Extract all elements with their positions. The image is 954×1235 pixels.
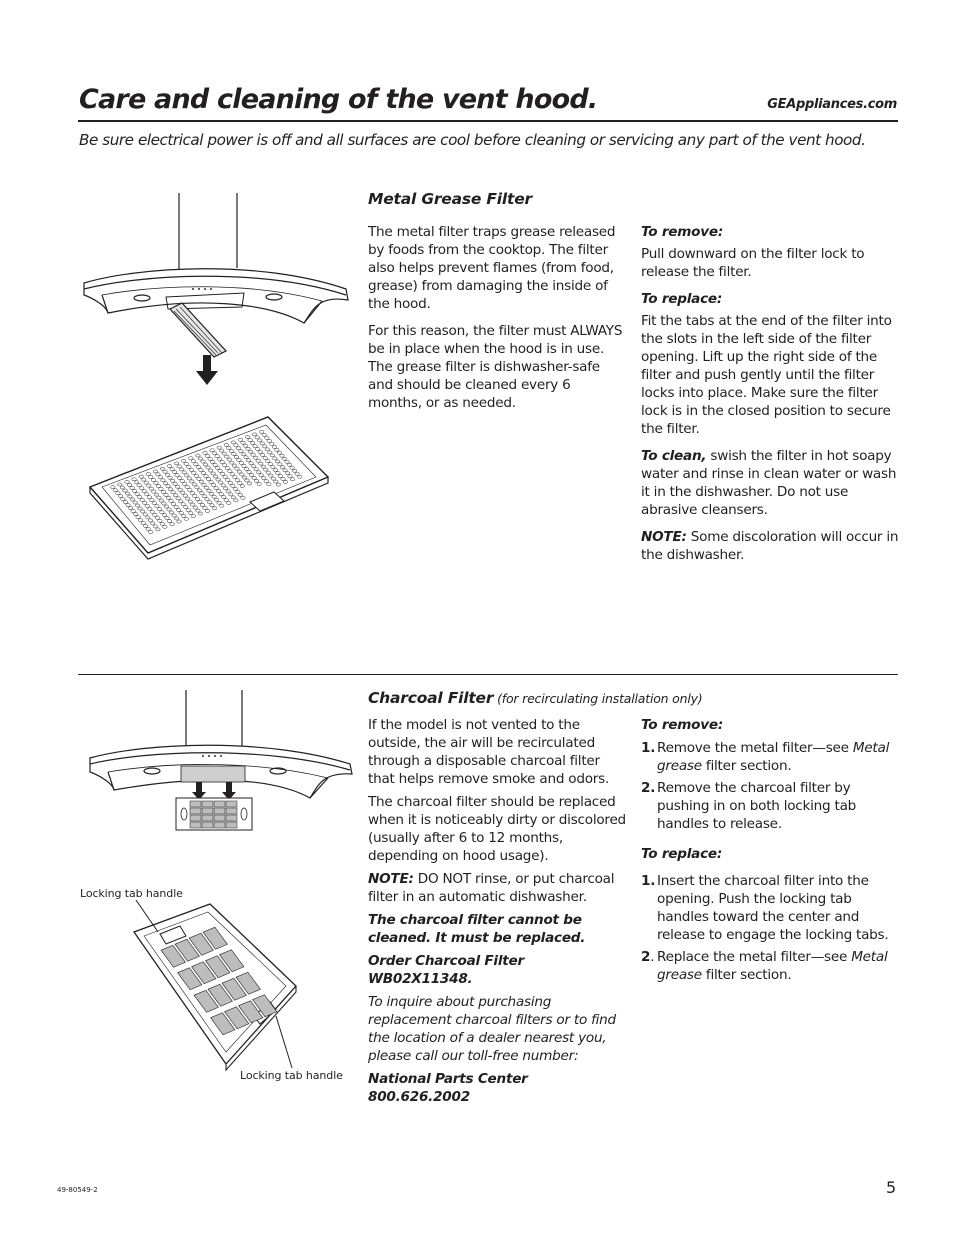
charcoal-filter-illustration — [78, 686, 358, 1086]
metal-clean-text: swish the filter in hot soapy water and rinse in clean water or wash it in the dishwasher. Do not use abrasive cleansers. — [641, 448, 897, 518]
charcoal-opening — [181, 766, 245, 782]
down-arrow-icon — [196, 355, 218, 385]
parts-center-phone[interactable]: 800.626.2002 — [368, 1089, 470, 1105]
step-number — [641, 948, 654, 966]
metal-filter-description — [368, 223, 624, 421]
parts-center-name: National Parts Center — [368, 1071, 528, 1087]
leader-line-bottom — [276, 1016, 292, 1068]
charcoal-note-text: DO NOT rinse, or put charcoal filter in an automatic dishwasher. — [368, 871, 615, 905]
charcoal-order-number: Order Charcoal Filter WB02X11348. — [368, 953, 524, 987]
metal-remove-text: Pull downward on the filter lock to release the filter. — [641, 246, 865, 280]
header-rule — [78, 120, 898, 122]
step-text-italic: Metal grease — [657, 949, 888, 983]
charcoal-warning: The charcoal filter cannot be cleaned. It must be replaced. — [368, 912, 586, 946]
safety-intro: Be sure electrical power is off and all surfaces are cool before cleaning or servicing any part of the vent hood. — [79, 131, 866, 149]
list-item — [641, 779, 899, 833]
charcoal-replace-steps — [641, 872, 899, 984]
metal-replace-text: Fit the tabs at the end of the filter into the slots in the left side of the filter opening. Lift up the right side of the filter and push gently until the filter locks into place. Make sure the filter lock is in the closed position to secure the filter. — [641, 313, 892, 437]
step-text: Remove the charcoal filter by pushing in on both locking tab handles to release. — [657, 780, 857, 832]
charcoal-inquire-text: To inquire about purchasing replacement charcoal filters or to find the location of a dealer nearest you, please call our toll-free number: — [368, 994, 616, 1064]
down-arrow-icon-right — [222, 782, 236, 800]
step-text: filter section. — [701, 967, 792, 983]
list-item — [641, 872, 899, 944]
charcoal-filter-small — [176, 798, 252, 830]
metal-note-label: NOTE: — [641, 529, 687, 545]
metal-filter-illustration — [78, 185, 358, 565]
step-text-italic: Metal grease — [657, 740, 890, 774]
charcoal-filter-description — [368, 716, 626, 1106]
step-text: filter section. — [701, 758, 792, 774]
step-text: Insert the charcoal filter into the opening. Push the locking tab handles toward the center and release to engage the locking tabs. — [657, 873, 889, 943]
metal-filter-paragraph-1: The metal filter traps grease released by foods from the cooktop. The filter also helps prevent flames (from food, grease) from damaging the inside of the hood. — [368, 224, 616, 312]
charcoal-remove-label: To remove: — [641, 717, 724, 733]
charcoal-filter-instructions — [641, 716, 899, 996]
charcoal-note-paragraph — [368, 870, 626, 906]
page-title: Care and cleaning of the vent hood. — [79, 84, 598, 115]
list-item — [641, 739, 899, 775]
metal-remove-label: To remove: — [641, 224, 724, 240]
charcoal-heading-main: Charcoal Filter — [368, 689, 494, 707]
step-text: Remove the metal filter—see — [657, 740, 853, 756]
step-number: 2. — [641, 780, 656, 796]
step-text: Replace the metal filter—see — [657, 949, 852, 965]
list-item — [641, 948, 899, 984]
website-link[interactable]: GEAppliances.com — [767, 97, 897, 112]
charcoal-filter-heading — [368, 689, 702, 707]
step-number: 1. — [641, 740, 656, 756]
metal-filter-paragraph-2: For this reason, the filter must ALWAYS be in place when the hood is in use. The grease filter is dishwasher-safe and should be cleaned every 6 months, or as needed. — [368, 323, 623, 411]
document-number: 49-80549-2 — [57, 1186, 98, 1194]
metal-filter-heading: Metal Grease Filter — [368, 190, 532, 208]
charcoal-paragraph-1: If the model is not vented to the outside, the air will be recirculated through a disposable charcoal filter that helps remove smoke and odors. — [368, 717, 610, 787]
charcoal-note-label: NOTE: — [368, 871, 414, 887]
charcoal-replace-label: To replace: — [641, 846, 723, 862]
locking-tab-caption-top: Locking tab handle — [80, 887, 183, 900]
mesh-filter-panel — [90, 417, 328, 559]
section-divider — [78, 674, 898, 675]
metal-replace-label: To replace: — [641, 291, 723, 307]
metal-clean-paragraph — [641, 447, 899, 519]
charcoal-remove-steps — [641, 739, 899, 833]
down-arrow-icon-left — [192, 782, 206, 800]
step-number: 1. — [641, 873, 656, 889]
metal-note-text: Some discoloration will occur in the dishwasher. — [641, 529, 899, 563]
charcoal-heading-sub: (for recirculating installation only) — [493, 691, 703, 706]
step-number-digit: 2 — [641, 949, 651, 965]
charcoal-paragraph-2: The charcoal filter should be replaced when it is noticeably dirty or discolored (usually after 6 to 12 months, depending on hood usage). — [368, 794, 626, 864]
step-number-dot: . — [650, 949, 655, 965]
metal-filter-instructions — [641, 223, 899, 573]
metal-clean-label: To clean, — [641, 448, 707, 464]
page-number: 5 — [886, 1178, 897, 1197]
metal-note-paragraph — [641, 528, 899, 564]
locking-tab-caption-bottom: Locking tab handle — [240, 1069, 343, 1082]
